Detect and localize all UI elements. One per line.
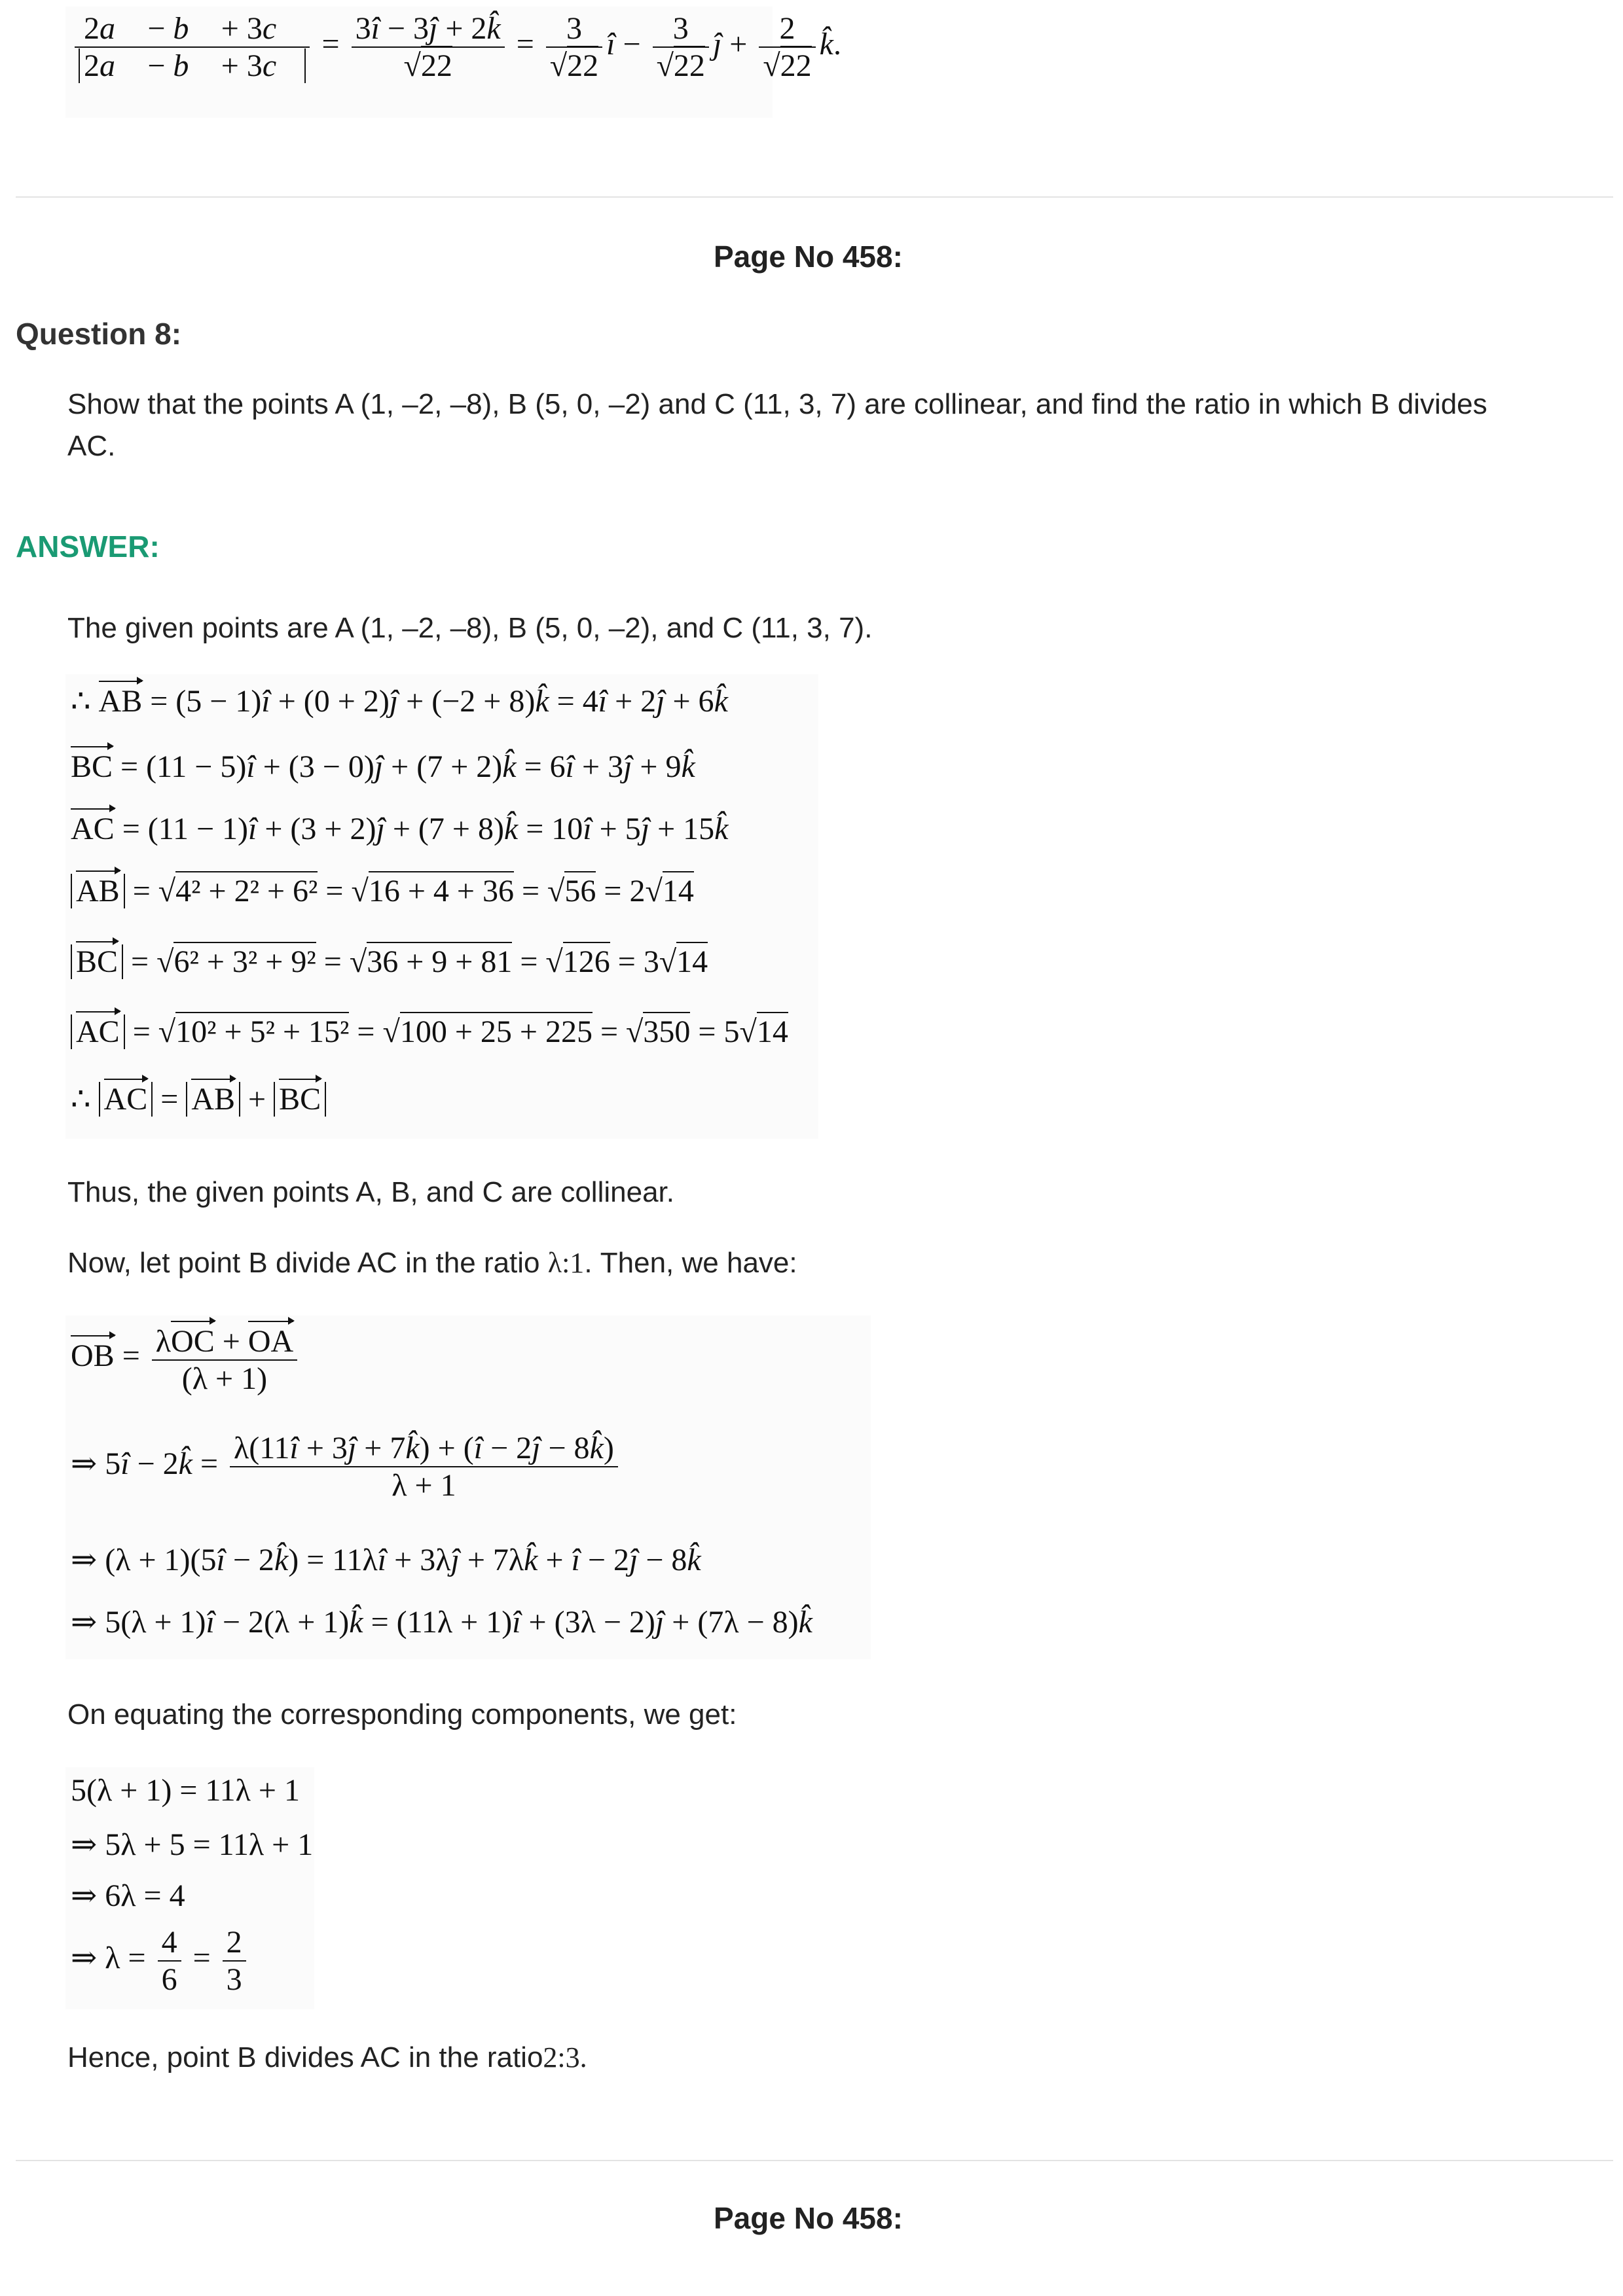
ratio-assumption: Now, let point B divide AC in the ratio λ:1. Then, we have: bbox=[67, 1247, 797, 1279]
previous-solution-equation: $\frac{2a⃗ - b⃗ + 3c⃗}{2a⃗ - b⃗ + 3c⃗}$ = $\frac{3î - 3ĵ + 2k̂}{√22}$ = $\frac{3}{√22}$ î − $\frac{3}{√22}$ ĵ + $\frac{2}{√22}$ k̂. bbox=[65, 7, 773, 118]
conclusion-ratio: 2:3. bbox=[543, 2041, 587, 2073]
section-formula-block: OB = $\frac{\text{λOC + OA}}{(\lambda + 1)}$ ⇒ 5î − 2k̂ = $\frac{\lambda(11î + 3ĵ + 7k̂) + (î - 2ĵ - 8k̂)}{\lambda + 1}$ ⇒ (λ + 1)(5î − 2k̂) = 11λî + 3λĵ + 7λk̂ + î − 2ĵ − 8k̂ ⇒ 5(λ + 1)î − 2(λ + 1)k̂ = (11λ + 1)î + (3λ − 2)ĵ + (7λ − 8)k̂ bbox=[65, 1316, 871, 1659]
vector-computation-block: ∴ AB = (5 − 1)î + (0 + 2)ĵ + (−2 + 8)k̂ = 4î + 2ĵ + 6k̂ BC = (11 − 5)î + (3 − 0)ĵ + (7 + 2)k̂ = 6î + 3ĵ + 9k̂ AC = (11 − 1)î + (3 + 2)ĵ + (7 + 8)k̂ = 10î + 5ĵ + 15k̂ AB = √4² + 2² + 6² = √16 + 4 + 36 = √56 = 2√14 BC = √6² + 3² + 9² = √36 + 9 + 81 = √126 = 3√14 AC = √10² + 5² + 15² = √100 + 25 + 225 = √350 = 5√14 ∴ AC = AB + BC bbox=[65, 674, 818, 1139]
lambda-solution-block: 5(λ + 1) = 11λ + 1 ⇒ 5λ + 5 = 11λ + 1 ⇒ 6λ = 4 ⇒ λ = $\frac{4}{6}$ = $\frac{2}{3}$ bbox=[65, 1767, 314, 2009]
equating-statement: On equating the corresponding components, we get: bbox=[67, 1698, 737, 1731]
question-text: Show that the points A (1, –2, –8), B (5, 0, –2) and C (11, 3, 7) are collinear, and find the ratio in which B divides AC. bbox=[67, 388, 1487, 462]
collinear-statement: Thus, the given points A, B, and C are collinear. bbox=[67, 1176, 674, 1208]
divider-top bbox=[16, 196, 1613, 198]
page-number-header-top: Page No 458: bbox=[714, 240, 903, 274]
ratio-lambda: λ:1 bbox=[547, 1247, 585, 1279]
unit-vector-fraction: $\frac{2a⃗ - b⃗ + 3c⃗}{2a⃗ - b⃗ + 3c⃗}$ bbox=[75, 10, 310, 84]
divider-bottom bbox=[16, 2160, 1613, 2161]
answer-heading: ANSWER: bbox=[16, 529, 160, 564]
question-heading: Question 8: bbox=[16, 317, 182, 351]
page-number-header-bottom: Page No 458: bbox=[714, 2201, 903, 2235]
conclusion-statement: Hence, point B divides AC in the ratio2:3. bbox=[67, 2041, 587, 2073]
answer-intro: The given points are A (1, –2, –8), B (5, 0, –2), and C (11, 3, 7). bbox=[67, 612, 873, 644]
